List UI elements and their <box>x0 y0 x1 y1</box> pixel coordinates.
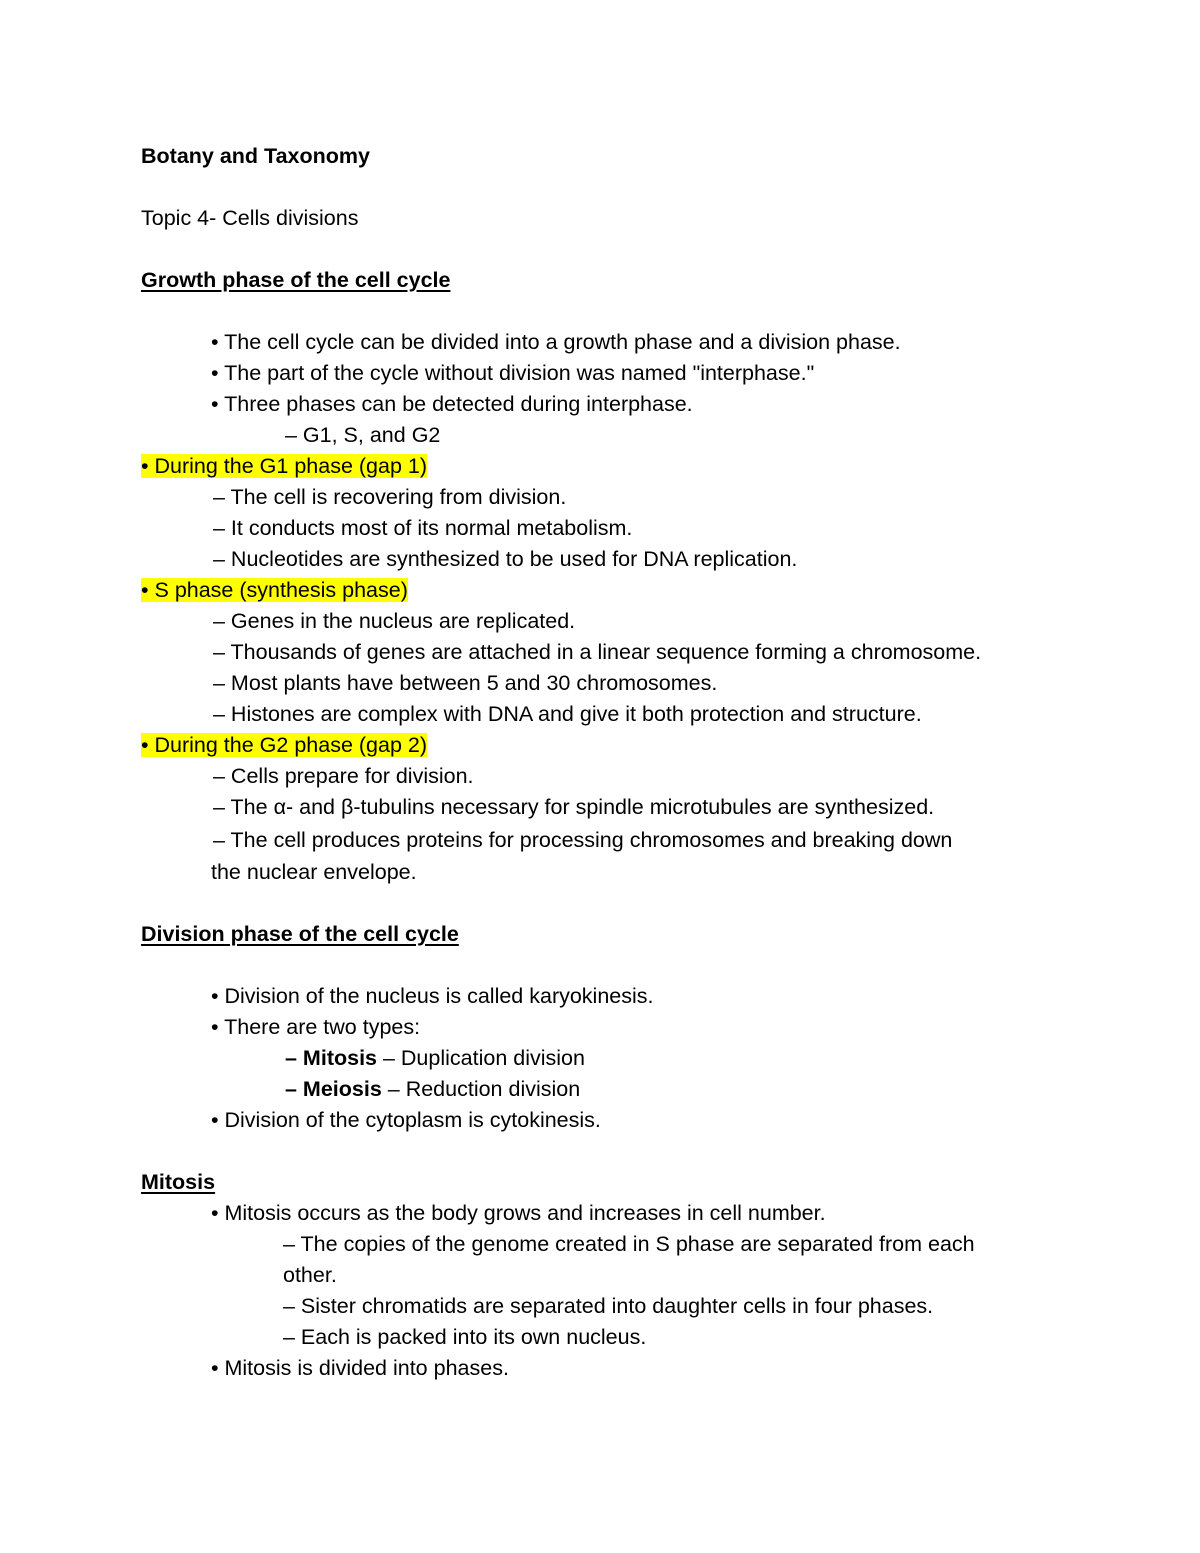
topic-line: Topic 4- Cells divisions <box>141 206 359 230</box>
sub-item: – The cell produces proteins for processing chromosomes and breaking down <box>213 828 953 852</box>
sub-item: – It conducts most of its normal metabolism. <box>213 516 633 540</box>
highlight-text: • During the G2 phase (gap 2) <box>141 733 427 757</box>
sub-item: – Most plants have between 5 and 30 chromosomes. <box>213 671 718 695</box>
sub-item: – Thousands of genes are attached in a linear sequence forming a chromosome. <box>213 640 982 664</box>
sub-item: – The α- and β-tubulins necessary for spindle microtubules are synthesized. <box>213 795 935 819</box>
term-description: – Reduction division <box>381 1077 581 1101</box>
highlighted-bullet-g1 <box>141 452 427 480</box>
section-heading-growth: Growth phase of the cell cycle <box>141 268 451 292</box>
type-item-meiosis <box>285 1075 580 1103</box>
sub-item: – Cells prepare for division. <box>213 764 474 788</box>
sub-item-continued: other. <box>283 1263 337 1287</box>
sub-item: – The cell is recovering from division. <box>213 485 567 509</box>
sub-item: – Sister chromatids are separated into daughter cells in four phases. <box>283 1294 934 1318</box>
type-item-mitosis <box>285 1044 585 1072</box>
sub-item: – G1, S, and G2 <box>285 423 441 447</box>
bullet-item: • Division of the nucleus is called karyokinesis. <box>211 984 654 1008</box>
bullet-item: • Mitosis is divided into phases. <box>211 1356 509 1380</box>
highlighted-bullet-s <box>141 576 408 604</box>
bullet-item: • Three phases can be detected during interphase. <box>211 392 693 416</box>
sub-item: – Each is packed into its own nucleus. <box>283 1325 647 1349</box>
highlight-text: • S phase (synthesis phase) <box>141 578 408 602</box>
term-description: – Duplication division <box>377 1046 585 1070</box>
sub-item: – The copies of the genome created in S phase are separated from each <box>283 1232 975 1256</box>
section-heading-division: Division phase of the cell cycle <box>141 922 459 946</box>
term-mitosis: – Mitosis <box>285 1046 377 1070</box>
term-meiosis: – Meiosis <box>285 1077 382 1101</box>
bullet-item: • The cell cycle can be divided into a growth phase and a division phase. <box>211 330 901 354</box>
bullet-item: • Division of the cytoplasm is cytokinesis. <box>211 1108 601 1132</box>
bullet-item: • Mitosis occurs as the body grows and increases in cell number. <box>211 1201 826 1225</box>
document-title: Botany and Taxonomy <box>141 144 370 168</box>
section-heading-mitosis: Mitosis <box>141 1170 216 1194</box>
sub-item-continued: the nuclear envelope. <box>211 860 417 884</box>
highlighted-bullet-g2 <box>141 731 427 759</box>
sub-item: – Nucleotides are synthesized to be used for DNA replication. <box>213 547 798 571</box>
highlight-text: • During the G1 phase (gap 1) <box>141 454 427 478</box>
sub-item: – Genes in the nucleus are replicated. <box>213 609 576 633</box>
bullet-item: • The part of the cycle without division was named "interphase." <box>211 361 815 385</box>
bullet-item: • There are two types: <box>211 1015 421 1039</box>
sub-item: – Histones are complex with DNA and give it both protection and structure. <box>213 702 922 726</box>
